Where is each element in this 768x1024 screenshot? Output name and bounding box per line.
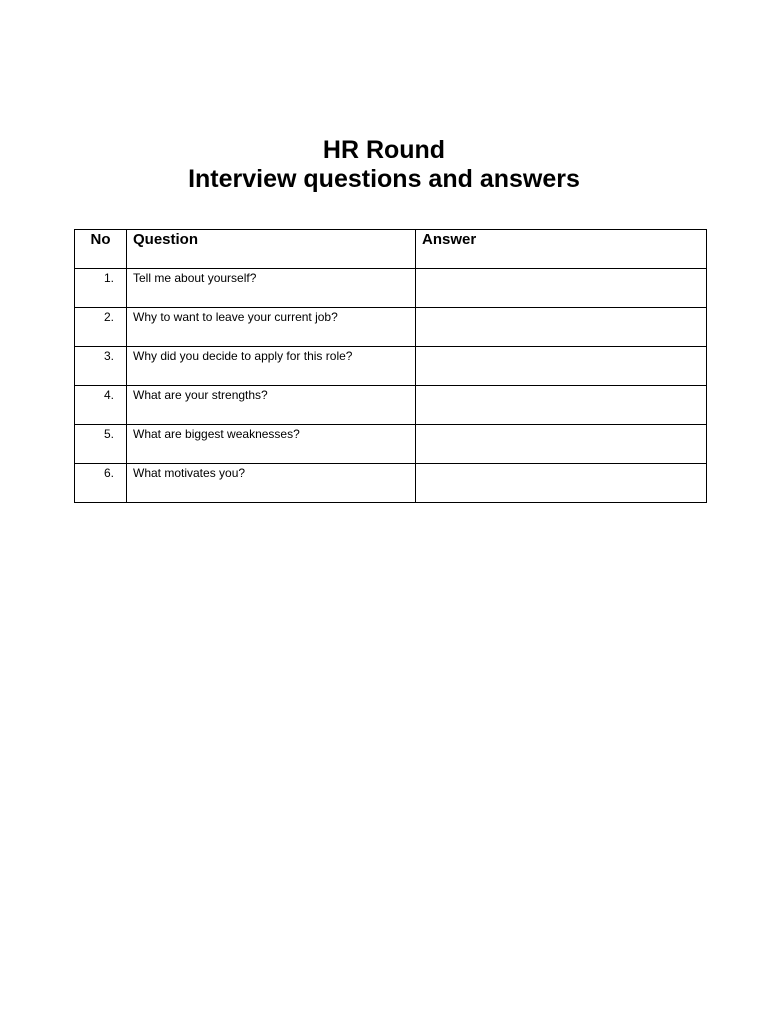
document-title	[0, 136, 768, 194]
row-question: What are biggest weaknesses?	[127, 425, 416, 464]
table-header-row	[75, 230, 707, 269]
row-question: What motivates you?	[127, 464, 416, 503]
row-answer[interactable]	[416, 269, 707, 308]
row-question: Why to want to leave your current job?	[127, 308, 416, 347]
row-answer[interactable]	[416, 425, 707, 464]
row-answer[interactable]	[416, 347, 707, 386]
table-row	[75, 308, 707, 347]
table-row	[75, 347, 707, 386]
row-number: 3.	[75, 347, 127, 386]
row-number: 5.	[75, 425, 127, 464]
row-number: 6.	[75, 464, 127, 503]
row-answer[interactable]	[416, 386, 707, 425]
row-number: 2.	[75, 308, 127, 347]
row-question: Tell me about yourself?	[127, 269, 416, 308]
title-line-2: Interview questions and answers	[188, 165, 580, 193]
header-question: Question	[127, 230, 416, 269]
row-answer[interactable]	[416, 308, 707, 347]
table-row	[75, 464, 707, 503]
header-answer: Answer	[416, 230, 707, 269]
row-question: What are your strengths?	[127, 386, 416, 425]
table-row	[75, 425, 707, 464]
row-question: Why did you decide to apply for this role?	[127, 347, 416, 386]
row-answer[interactable]	[416, 464, 707, 503]
row-number: 1.	[75, 269, 127, 308]
interview-questions-table	[74, 229, 707, 503]
header-no: No	[75, 230, 127, 269]
table-row	[75, 269, 707, 308]
table-row	[75, 386, 707, 425]
row-number: 4.	[75, 386, 127, 425]
title-line-1: HR Round	[322, 136, 446, 164]
